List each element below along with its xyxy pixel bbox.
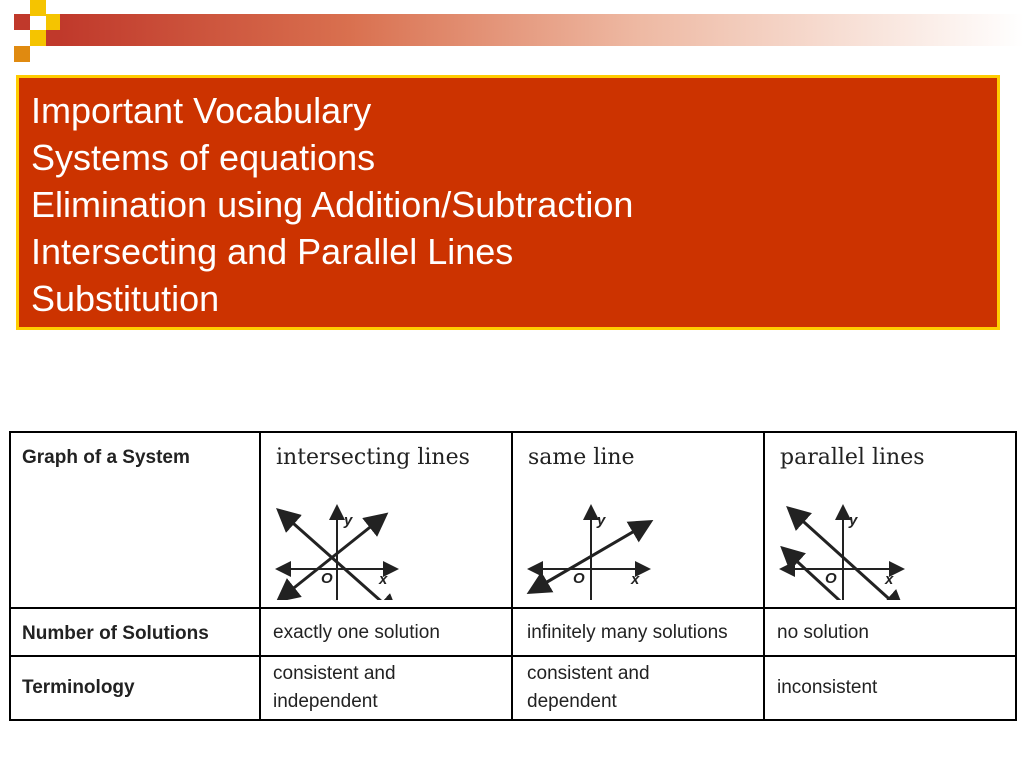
y-axis-label: y: [849, 512, 858, 529]
table-row-header-cell: [10, 608, 260, 656]
solutions-cell: [512, 608, 764, 656]
solutions-same-line: infinitely many solutions: [527, 622, 728, 643]
x-axis-label: x: [379, 571, 388, 588]
solutions-cell: [764, 608, 1016, 656]
graph-cell-same-line: [512, 432, 764, 608]
systems-table: [9, 431, 1017, 721]
line-1: [795, 514, 897, 600]
table-row-solutions: [10, 608, 1016, 656]
x-axis-label: x: [885, 571, 894, 588]
deco-square: [30, 0, 46, 16]
row-header-terminology: Terminology: [22, 677, 135, 698]
vocabulary-list: [19, 87, 633, 322]
y-axis-label: y: [344, 512, 353, 529]
terminology-intersecting-line2: independent: [273, 691, 378, 712]
vocabulary-item: Intersecting and Parallel Lines: [31, 231, 514, 272]
graph-title-same-line: same line: [528, 445, 635, 470]
solutions-intersecting: exactly one solution: [273, 622, 440, 643]
row-header-graph: Graph of a System: [22, 447, 190, 468]
vocabulary-item: Elimination using Addition/Subtraction: [31, 184, 634, 225]
x-axis-label: x: [631, 571, 640, 588]
vocabulary-box: [16, 75, 1000, 330]
terminology-same-line-line2: dependent: [527, 691, 617, 712]
origin-label: O: [573, 570, 585, 587]
graph-title-intersecting: intersecting lines: [276, 445, 470, 470]
deco-square: [30, 30, 46, 46]
origin-label: O: [825, 570, 837, 587]
deco-square: [14, 14, 30, 30]
parallel-lines-graph: [765, 470, 1015, 600]
terminology-cell: [764, 656, 1016, 720]
header-gradient-bar: [60, 14, 1024, 46]
same-line-graph: [513, 470, 763, 600]
solutions-cell: [260, 608, 512, 656]
row-header-solutions: Number of Solutions: [22, 623, 209, 644]
line-2: [539, 528, 639, 586]
graph-title-parallel: parallel lines: [780, 445, 925, 470]
table-row-terminology: [10, 656, 1016, 720]
deco-square: [14, 46, 30, 62]
origin-label: O: [321, 570, 333, 587]
vocabulary-item: Substitution: [31, 278, 220, 319]
terminology-same-line-line1: consistent and: [527, 663, 650, 684]
graph-cell-parallel: [764, 432, 1016, 608]
vocabulary-heading: Important Vocabulary: [31, 90, 372, 131]
table-row-graph: [10, 432, 1016, 608]
terminology-cell: [260, 656, 512, 720]
intersecting-lines-graph: [261, 470, 511, 600]
solutions-parallel: no solution: [777, 622, 869, 643]
terminology-parallel: inconsistent: [777, 677, 878, 698]
terminology-intersecting-line1: consistent and: [273, 663, 396, 684]
graph-cell-intersecting: [260, 432, 512, 608]
table-row-header-cell: [10, 656, 260, 720]
terminology-cell: [512, 656, 764, 720]
y-axis-label: y: [597, 512, 606, 529]
vocabulary-item: Systems of equations: [31, 137, 376, 178]
table-row-header-cell: [10, 432, 260, 608]
